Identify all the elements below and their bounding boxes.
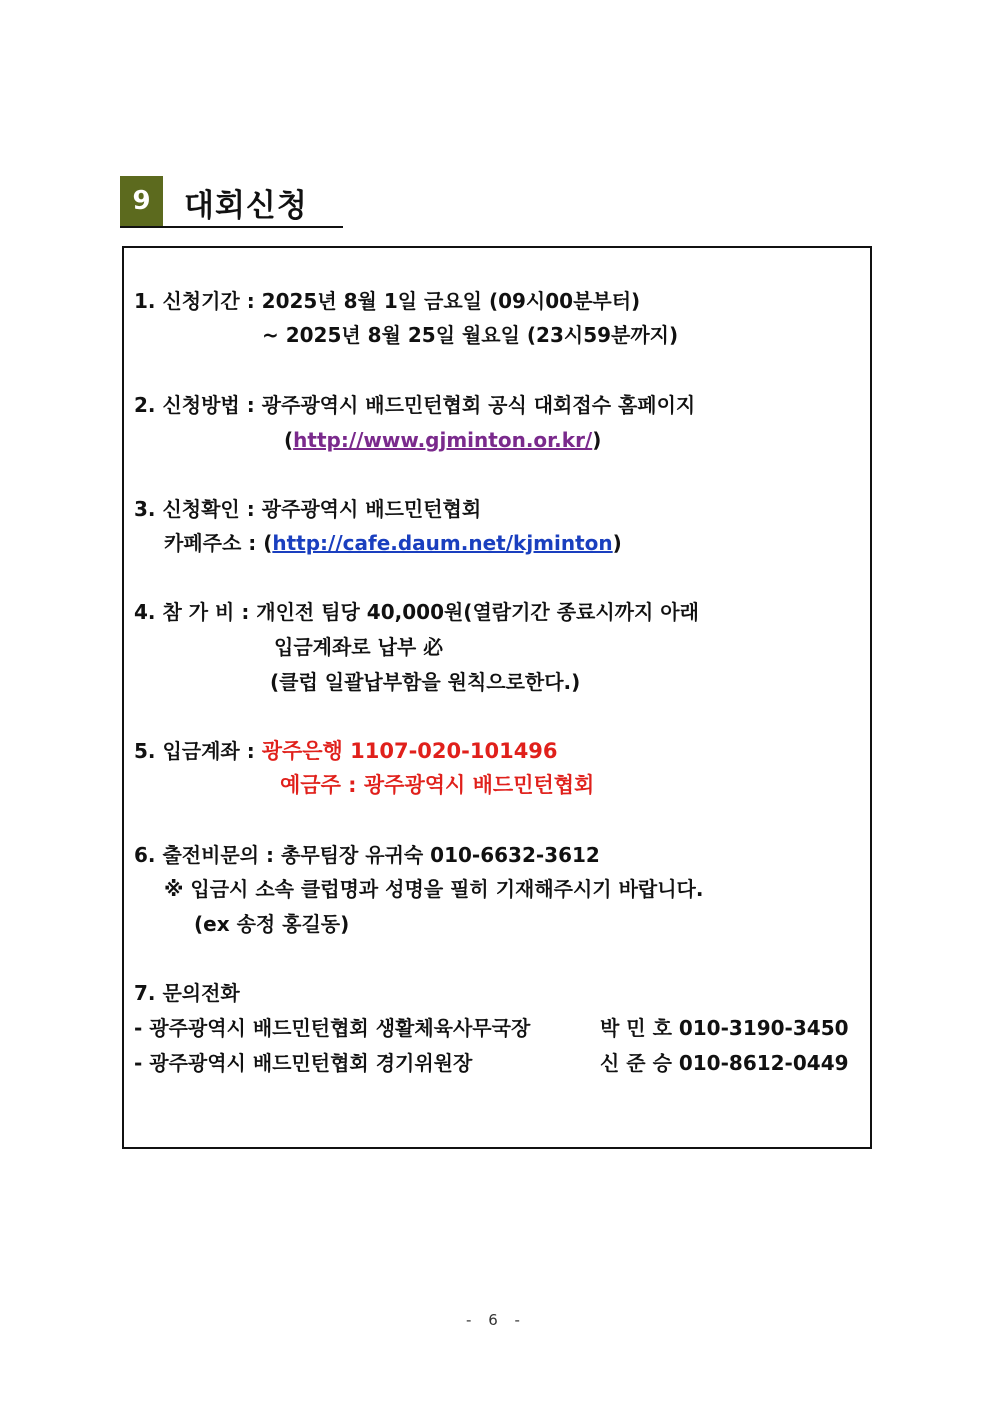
account-line [134,738,558,764]
cafe-prefix: 카페주소 : ( [164,531,273,555]
contact-2-left: - 광주광역시 배드민턴협회 경기위원장 [134,1051,473,1075]
section-header [120,176,343,228]
homepage-link[interactable]: http://www.gjminton.or.kr/ [293,428,593,452]
section-number-badge: 9 [120,176,163,226]
cafe-close-paren: ) [612,531,622,555]
deposit-example-line: (ex 송정 홍길동) [194,912,350,936]
page-number: - 6 - [466,1311,526,1329]
method-line: 2. 신청방법 : 광주광역시 배드민턴협회 공식 대회접수 홈페이지 [134,393,696,417]
url-close-paren: ) [592,428,602,452]
fee-line: 4. 참 가 비 : 개인전 팀당 40,000원(열람기간 종료시까지 아래 [134,600,699,624]
contact-heading: 7. 문의전화 [134,981,240,1005]
section-title: 대회신청 [184,188,308,224]
inquiry-line: 6. 출전비문의 : 총무팀장 유귀숙 010-6632-3612 [134,843,600,867]
account-number: 광주은행 1107-020-101496 [261,739,558,763]
application-info-box [122,246,872,1149]
contact-1-left: - 광주광역시 배드민턴협회 생활체육사무국장 [134,1016,531,1040]
fee-note-line: (클럽 일괄납부함을 원칙으로한다.) [270,670,581,694]
account-holder-line: 예금주 : 광주광역시 배드민턴협회 [280,773,595,797]
url-open-paren: ( [284,428,294,452]
cafe-link[interactable]: http://cafe.daum.net/kjminton [272,531,613,555]
deposit-notice-line: ※ 입금시 소속 클럽명과 성명을 필히 기재해주시기 바랍니다. [164,877,704,901]
contact-1-right: 박 민 호 010-3190-3450 [600,1016,849,1040]
homepage-url-line [284,427,601,453]
confirm-line: 3. 신청확인 : 광주광역시 배드민턴협회 [134,497,482,521]
account-label: 5. 입금계좌 : [134,739,262,763]
cafe-url-line [164,530,622,556]
period-line: 1. 신청기간 : 2025년 8월 1일 금요일 (09시00분부터) [134,289,641,313]
contact-2-right: 신 준 승 010-8612-0449 [600,1051,849,1075]
period-end-line: ~ 2025년 8월 25일 월요일 (23시59분까지) [262,323,679,347]
fee-payment-line: 입금계좌로 납부 必 [274,635,444,659]
